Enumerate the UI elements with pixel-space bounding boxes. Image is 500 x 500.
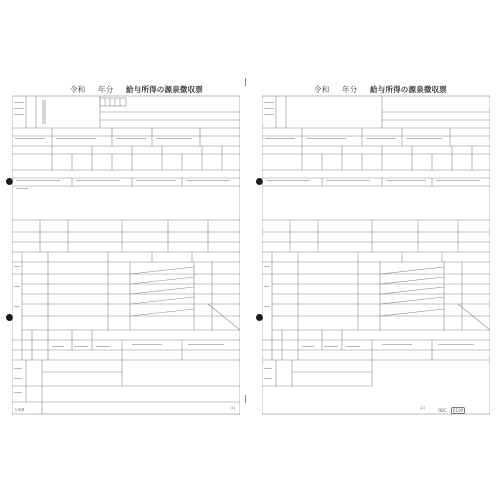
document-title: 給与所得の源泉徴収票 <box>370 85 447 94</box>
page-mark-left: (1) <box>230 406 235 410</box>
form-grid-drawing <box>262 86 490 416</box>
year-label: 年分 <box>98 85 114 94</box>
form-grid-drawing <box>12 86 240 416</box>
document-title: 給与所得の源泉徴収票 <box>126 85 203 94</box>
fold-mark-top <box>245 78 246 86</box>
office-use-label: 当事務 <box>14 408 25 412</box>
form-left-grid <box>12 86 240 416</box>
product-code <box>438 408 465 413</box>
year-label: 年分 <box>342 85 358 94</box>
era-label: 令和 <box>70 85 86 94</box>
form-right-grid <box>262 86 490 416</box>
fold-mark-bottom <box>245 395 246 403</box>
brand-label: OBC <box>438 408 447 413</box>
era-label: 令和 <box>314 85 330 94</box>
form-code-badge: 6109 <box>452 408 464 413</box>
page-mark-right: (2) <box>420 406 425 410</box>
